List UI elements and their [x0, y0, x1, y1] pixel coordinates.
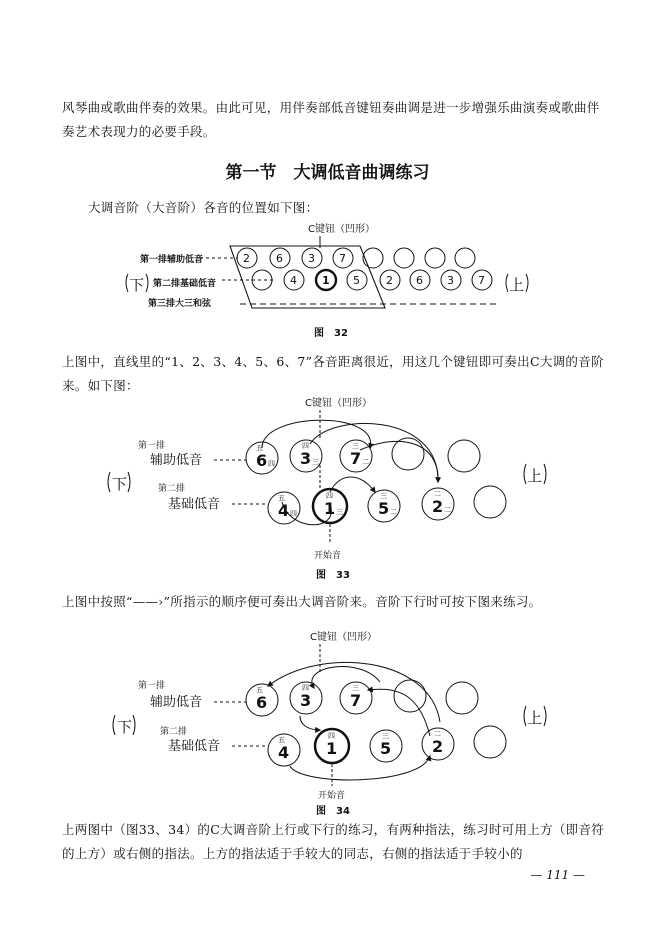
- fig33-finger: 三: [380, 492, 387, 500]
- figure-33-diagram: [0, 392, 655, 582]
- section-title: 第一节 大调低音曲调练习: [225, 163, 430, 183]
- fig33-note-5: 5: [378, 499, 390, 518]
- fig34-note-3: 3: [300, 691, 312, 710]
- fig32-row2-note: 2: [386, 274, 393, 287]
- fig32-c-label: C键钮（凹形）: [308, 224, 375, 235]
- fig32-row3-label: 第三排大三和弦: [148, 299, 212, 309]
- fig34-note-2: 2: [432, 737, 444, 756]
- fig33-row1-a: 第一排: [138, 441, 166, 451]
- fig33-row2-a: 第二排: [158, 484, 186, 494]
- fig33-row1-b: 辅助低音: [150, 453, 203, 468]
- fig32-row2-label: 第二排基础低音: [153, 279, 217, 289]
- fig34-finger: 二: [434, 730, 441, 738]
- fig33-c-label: C键钮（凹形）: [305, 398, 372, 409]
- fig32-row1-note: 7: [339, 252, 346, 265]
- fig34-row1-a: 第一排: [138, 681, 166, 691]
- fig32-row2-note: 5: [353, 274, 360, 287]
- fig32-row2-note: 4: [290, 274, 297, 287]
- fig32-row2-note: 3: [447, 274, 454, 287]
- fig33-finger: 三: [336, 508, 343, 516]
- fig33-start-label: 开始音: [314, 551, 342, 561]
- fig34-finger: 五: [278, 736, 285, 744]
- fig33-note-3: 3: [300, 449, 312, 468]
- paragraph-intro: 风琴曲或歌曲伴奏的效果。由此可见，用伴奏部低音键钮奏曲调是进一步增强乐曲演奏或歌曲伴奏艺术表现力的必要手段。: [62, 100, 600, 139]
- fig32-row1: [237, 248, 475, 268]
- fig33-note-2: 2: [432, 497, 444, 516]
- fig33-finger: 五: [278, 494, 285, 502]
- fig34-c-label: C键钮（凹形）: [310, 632, 377, 643]
- fig33-row2-b: 基础低音: [168, 497, 221, 512]
- fig33-finger: 三: [312, 458, 319, 466]
- fig32-row2: [252, 270, 492, 290]
- fig33-note-6: 6: [256, 451, 268, 470]
- fig33-finger: 二: [362, 458, 369, 466]
- fig33-finger: 四: [268, 460, 275, 468]
- fig33-up-label: 上: [527, 467, 543, 485]
- fig33-finger: 二: [444, 506, 451, 514]
- paragraph-descending: 上图中按照“——›”所指示的顺序便可奏出大调音阶来。音阶下行时可按下图来练习。: [62, 594, 542, 609]
- fig34-finger: 三: [352, 684, 359, 692]
- fig32-row2-note: 7: [478, 274, 485, 287]
- fig32-up-label: 上: [509, 276, 525, 294]
- fig33-finger: 二: [390, 508, 397, 516]
- fig32-down-label: 下: [129, 276, 145, 294]
- paragraph-scale-intro: 大调音阶（大音阶）各音的位置如下图：: [88, 200, 319, 215]
- fig34-start-label: 开始音: [318, 791, 346, 801]
- fig34-finger: 五: [256, 686, 263, 694]
- figure-34-diagram: [0, 626, 655, 816]
- fig33-note-4: 4: [278, 501, 290, 520]
- fig32-row2-note: 6: [416, 274, 423, 287]
- fig34-row2-a: 第二排: [160, 727, 188, 737]
- fig34-row1-b: 辅助低音: [150, 695, 203, 710]
- page-number: — 111 —: [530, 868, 585, 882]
- fig33-finger: 四: [326, 492, 333, 500]
- fig33-finger: 四: [302, 442, 309, 450]
- paragraph-fingering: 上两图中（图33、34）的C大调音阶上行或下行的练习，有两种指法，练习时可用上方（即音符的上方）或右侧的指法。上方的指法适于手较大的同志，右侧的指法适于手较小的: [62, 822, 605, 861]
- paragraph-scale-explain: 上图中，直线里的“1、2、3、4、5、6、7”各音距离很近，用这几个键钮即可奏出C大调的音阶来。如下图：: [62, 354, 604, 393]
- fig34-note-7: 7: [350, 691, 362, 710]
- fig32-row1-label: 第一排辅助低音: [140, 255, 204, 265]
- fig34-note-6: 6: [256, 693, 268, 712]
- fig32-row2-note: 1: [322, 274, 330, 287]
- fig33-down-label: 下: [112, 475, 128, 493]
- fig33-finger: 三: [352, 442, 359, 450]
- fig33-finger: 四: [290, 510, 297, 518]
- fig32-caption: 图 32: [314, 328, 348, 339]
- fig33-finger: 二: [434, 490, 441, 498]
- fig34-row2-b: 基础低音: [168, 739, 221, 754]
- fig34-note-1: 1: [326, 739, 338, 758]
- fig32-row1-note: 6: [276, 252, 283, 265]
- fig34-note-5: 5: [380, 739, 392, 758]
- fig34-finger: 三: [382, 732, 389, 740]
- fig33-note-1: 1: [324, 499, 336, 518]
- fig32-row1-note: 2: [243, 252, 250, 265]
- fig34-down-label: 下: [117, 718, 133, 736]
- fig33-note-7: 7: [350, 449, 362, 468]
- fig34-note-4: 4: [278, 743, 290, 762]
- fig34-caption: 图 34: [316, 806, 350, 816]
- fig34-up-label: 上: [527, 709, 543, 727]
- fig33-caption: 图 33: [316, 570, 350, 581]
- fig34-finger: 四: [302, 684, 309, 692]
- fig34-finger: 四: [328, 732, 335, 740]
- figure-32-diagram: [0, 220, 655, 340]
- fig32-row1-note: 3: [308, 252, 315, 265]
- fig33-finger: 五: [256, 444, 263, 452]
